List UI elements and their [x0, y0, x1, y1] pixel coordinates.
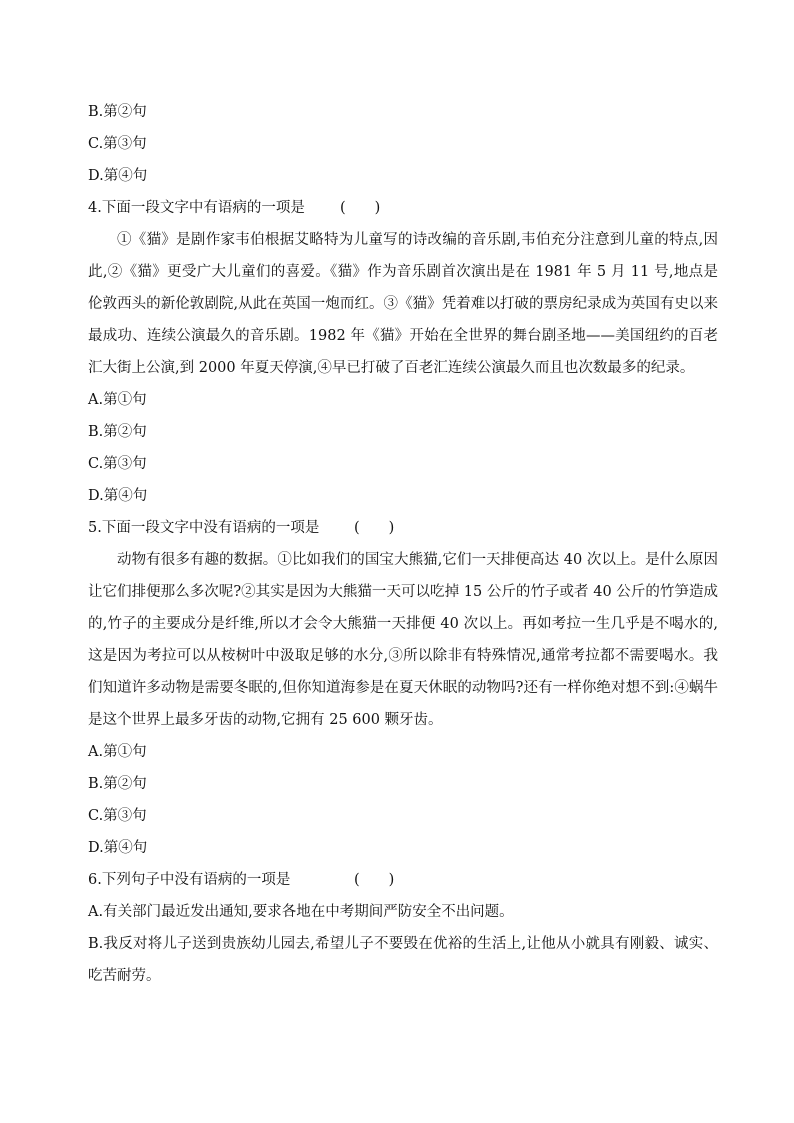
q4-stem: [88, 192, 718, 224]
q5-stem-text: 5.下面一段文字中没有语病的一项是: [88, 520, 320, 536]
q3-option-b[interactable]: B.第②句: [88, 104, 147, 120]
q4-option-d[interactable]: D.第④句: [88, 488, 148, 504]
q4-option-c[interactable]: C.第③句: [88, 456, 147, 472]
q6-stem: [88, 864, 718, 896]
q3-option-c[interactable]: C.第③句: [88, 136, 147, 152]
q6-answer-paren[interactable]: ( ): [354, 872, 395, 888]
q4-option-b[interactable]: B.第②句: [88, 424, 147, 440]
q5-passage: 动物有很多有趣的数据。①比如我们的国宝大熊猫,它们一天排便高达 40 次以上。是什么原因让它们排便那么多次呢?②其实是因为大熊猫一天可以吃掉 15 公斤的竹子或者 40 公斤的竹笋造成的,竹子的主要成分是纤维,所以才会令大熊猫一天排便 40 次以上。再如考拉一生几乎是不喝水的,这是因为考拉可以从桉树叶中汲取足够的水分,③所以除非有特殊情况,通常考拉都不需要喝水。我们知道许多动物是需要冬眠的,但你知道海参是在夏天休眠的动物吗?还有一样你绝对想不到:④蜗牛是这个世界上最多牙齿的动物,它拥有 25 600 颗牙齿。: [88, 552, 718, 728]
q4-option-a[interactable]: A.第①句: [88, 392, 147, 408]
q5-stem: [88, 512, 718, 544]
q4-stem-text: 4.下面一段文字中有语病的一项是: [88, 200, 305, 216]
q5-option-b[interactable]: B.第②句: [88, 776, 147, 792]
q5-option-a[interactable]: A.第①句: [88, 744, 147, 760]
q6-option-a[interactable]: A.有关部门最近发出通知,要求各地在中考期间严防安全不出问题。: [88, 904, 514, 920]
q6-option-b[interactable]: B.我反对将儿子送到贵族幼儿园去,希望儿子不要毁在优裕的生活上,让他从小就具有刚毅、诚实、吃苦耐劳。: [88, 936, 718, 984]
q4-passage: ①《猫》是剧作家韦伯根据艾略特为儿童写的诗改编的音乐剧,韦伯充分注意到儿童的特点,因此,②《猫》更受广大儿童们的喜爱。《猫》作为音乐剧首次演出是在 1981 年 5 月 11 号,地点是伦敦西头的新伦敦剧院,从此在英国一炮而红。③《猫》凭着难以打破的票房纪录成为英国有史以来最成功、连续公演最久的音乐剧。1982 年《猫》开始在全世界的舞台剧圣地——美国纽约的百老汇大街上公演,到 2000 年夏天停演,④早已打破了百老汇连续公演最久而且也次数最多的纪录。: [88, 232, 718, 376]
q5-answer-paren[interactable]: ( ): [354, 520, 395, 536]
document-page: [88, 96, 718, 992]
q4-answer-paren[interactable]: ( ): [340, 200, 381, 216]
q6-stem-text: 6.下列句子中没有语病的一项是: [88, 872, 291, 888]
q5-option-d[interactable]: D.第④句: [88, 840, 148, 856]
q5-option-c[interactable]: C.第③句: [88, 808, 147, 824]
q3-option-d[interactable]: D.第④句: [88, 168, 148, 184]
